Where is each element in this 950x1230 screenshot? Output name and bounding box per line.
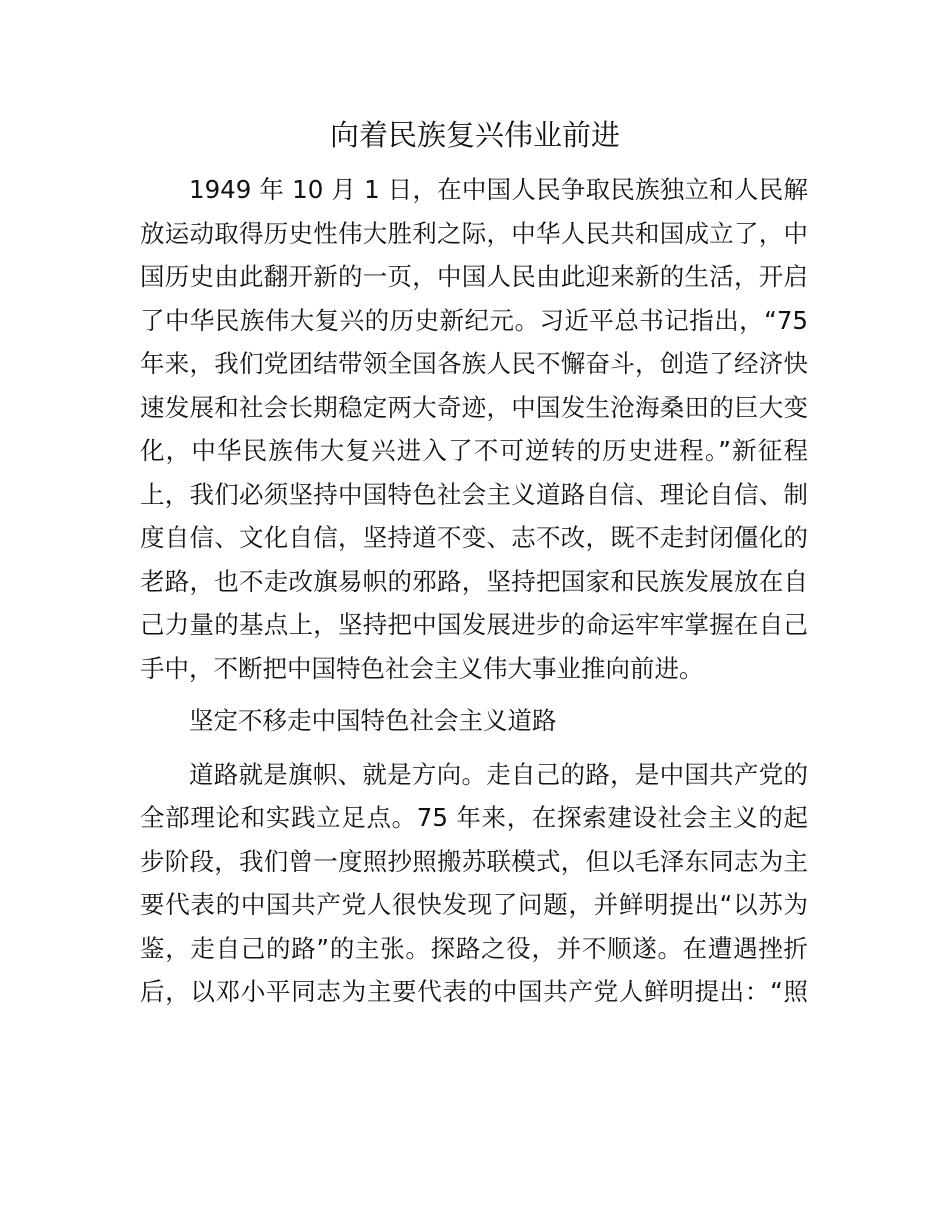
text-line: 1949 年 10 月 1 日，在中国人民争取民族独立和人民解: [189, 175, 808, 204]
text-line: 手中，不断把中国特色社会主义伟大事业推向前进。: [140, 654, 704, 683]
text-line: 己力量的基点上，坚持把中国发展进步的命运牢牢掌握在自己: [140, 610, 808, 639]
text-line: 老路，也不走改旗易帜的邪路，坚持把国家和民族发展放在自: [140, 567, 808, 596]
text-line: 上，我们必须坚持中国特色社会主义道路自信、理论自信、制: [140, 480, 808, 509]
text-line: 度自信、文化自信，坚持道不变、志不改，既不走封闭僵化的: [140, 523, 808, 552]
text-line: 步阶段，我们曾一度照抄照搬苏联模式，但以毛泽东同志为主: [140, 847, 808, 876]
text-line: 国历史由此翻开新的一页，中国人民由此迎来新的生活，开启: [140, 262, 808, 291]
text-line: 放运动取得历史性伟大胜利之际，中华人民共和国成立了，中: [140, 219, 808, 248]
text-line: 化，中华民族伟大复兴进入了不可逆转的历史进程。”新征程: [140, 436, 808, 465]
text-line: 鉴，走自己的路”的主张。探路之役，并不顺遂。在遭遇挫折: [140, 934, 808, 963]
section-heading: 坚定不移走中国特色社会主义道路: [189, 706, 557, 735]
text-line: 道路就是旗帜、就是方向。走自己的路，是中国共产党的: [189, 760, 808, 789]
text-line: 后，以邓小平同志为主要代表的中国共产党人鲜明提出：“照: [140, 977, 808, 1006]
text-line: 全部理论和实践立足点。75 年来，在探索建设社会主义的起: [140, 803, 808, 832]
document-title: 向着民族复兴伟业前进: [329, 118, 620, 152]
text-line: 了中华民族伟大复兴的历史新纪元。习近平总书记指出，“75: [140, 306, 808, 335]
text-line: 要代表的中国共产党人很快发现了问题，并鲜明提出“以苏为: [140, 890, 808, 919]
text-line: 速发展和社会长期稳定两大奇迹，中国发生沧海桑田的巨大变: [140, 393, 808, 422]
text-line: 年来，我们党团结带领全国各族人民不懈奋斗，创造了经济快: [140, 349, 808, 378]
